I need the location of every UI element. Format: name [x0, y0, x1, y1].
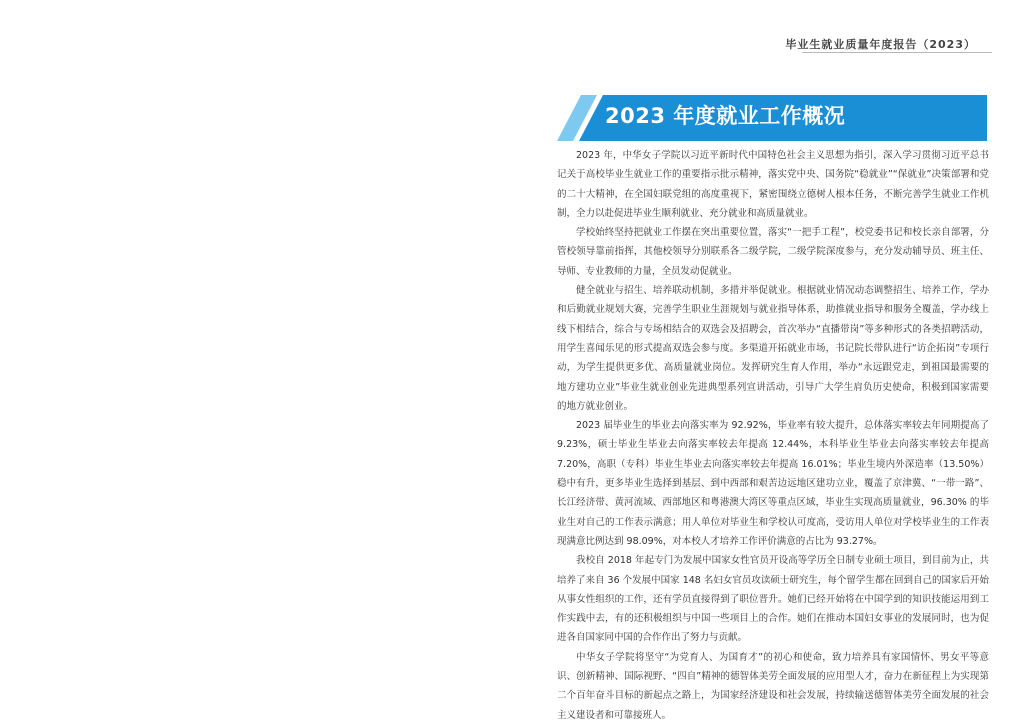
left-page-blank: [0, 0, 512, 695]
section-banner: [557, 95, 987, 141]
header-rule: [802, 52, 992, 53]
body-text: [557, 146, 989, 725]
paragraph-4: 2023 届毕业生的毕业去向落实率为 92.92%，毕业率有较大提升，总体落实率较去年同期提高了 9.23%，硕士毕业生毕业去向落实率较去年提高 12.44%，本科毕业生毕业去向落实率较去年提高 7.20%，高职（专科）毕业生毕业去向落实率较去年提高 16.01%；毕业生境内外深造率（13.50%）稳中有升，更多毕业生选择到基层、到中西部和艰苦边远地区建功立业，覆盖了京津冀、“一带一路”、长江经济带、黄河流域、西部地区和粤港澳大湾区等重点区域，毕业生实现高质量就业，96.30% 的毕业生对自己的工作表示满意；用人单位对毕业生和学校认可度高，受访用人单位对学校毕业生的工作表现满意比例达到 98.09%，对本校人才培养工作评价满意的占比为 93.27%。: [557, 420, 989, 547]
running-header: 毕业生就业质量年度报告（2023）: [785, 38, 976, 51]
paragraph-3: 健全就业与招生、培养联动机制，多措并举促就业。根据就业情况动态调整招生、培养工作，学办和后勤就业规划大赛，完善学生职业生涯规划与就业指导体系，助推就业指导和服务全覆盖，学办线上线下相结合，综合与专场相结合的双选会及招聘会，首次举办“直播带岗”等多种形式的各类招聘活动，用学生喜闻乐见的形式提高双选会参与度。多渠道开拓就业市场，书记院长带队进行“访企拓岗”专项行动，为学生提供更多优、高质量就业岗位。发挥研究生育人作用，举办“永远跟党走，到祖国最需要的地方建功立业”毕业生就业创业先进典型系列宣讲活动，引导广大学生肩负历史使命，积极到国家需要的地方就业创业。: [557, 285, 989, 412]
right-page: [512, 0, 1024, 721]
paragraph-5: 我校自 2018 年起专门为发展中国家女性官员开设高等学历全日制专业硕士项目，到目前为止，共培养了来自 36 个发展中国家 148 名妇女官员攻读硕士研究生，每个留学生都在回到自己的国家后开始从事女性组织的工作，还有学员直接得到了职位晋升。她们已经开始将在中国学到的知识技能运用到工作实践中去，有的还积极组织与中国一些项目上的合作。她们在推动本国妇女事业的发展同时，也为促进各自国家同中国的合作作出了努力与贡献。: [557, 555, 989, 644]
paragraph-2: 学校始终坚持把就业工作摆在突出重要位置，落实“一把手工程”，校党委书记和校长亲自部署，分管校领导靠前指挥，其他校领导分别联系各二级学院，二级学院深度参与，充分发动辅导员、班主任、导师、专业教师的力量，全员发动促就业。: [557, 227, 989, 277]
paragraph-1: 2023 年，中华女子学院以习近平新时代中国特色社会主义思想为指引，深入学习贯彻习近平总书记关于高校毕业生就业工作的重要指示批示精神，落实党中央、国务院“稳就业”“保就业”决策部署和党的二十大精神，在全国妇联党组的高度重视下，紧密围绕立德树人根本任务，不断完善学生就业工作机制，全力以赴促进毕业生顺利就业、充分就业和高质量就业。: [557, 150, 989, 219]
section-title: 2023 年度就业工作概况: [605, 104, 846, 128]
paragraph-6: 中华女子学院将坚守“为党育人、为国育才”的初心和使命，致力培养具有家国情怀、男女平等意识、创新精神、国际视野、“四自”精神的德智体美劳全面发展的应用型人才，奋力在新征程上为实现第二个百年奋斗目标的新起点之路上，为国家经济建设和社会发展，持续输送德智体美劳全面发展的社会主义建设者和可靠接班人。: [557, 651, 989, 721]
